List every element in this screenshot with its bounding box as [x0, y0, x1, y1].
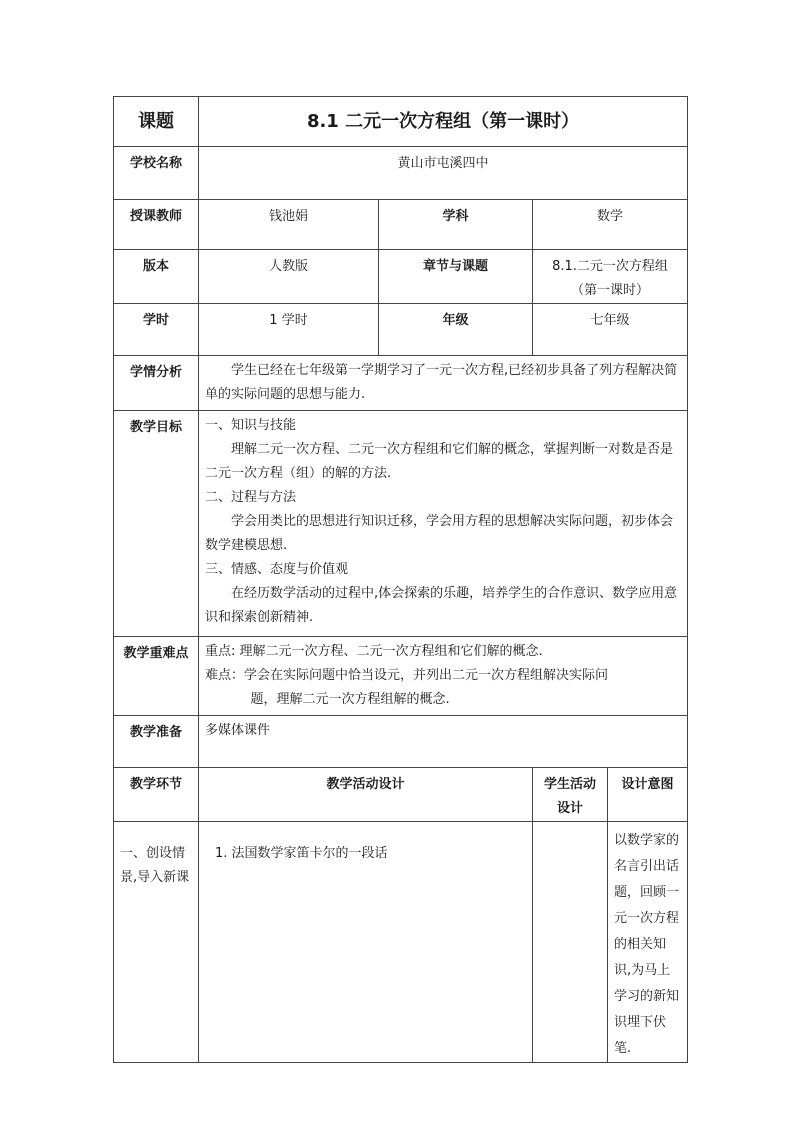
goal-heading-knowledge: 一、知识与技能	[205, 418, 297, 433]
header-stage: 教学环节	[114, 768, 199, 822]
title-label: 课题	[114, 97, 199, 147]
row-analysis	[114, 356, 688, 411]
keypoints-difficulty-continued: 题，理解二元一次方程组解的概念.	[250, 692, 450, 707]
row-activity-header	[114, 768, 688, 822]
period-value: 1 学时	[199, 304, 379, 356]
keypoints-focus: 重点: 理解二元一次方程、二元一次方程组和它们解的概念.	[205, 644, 543, 659]
subject-label: 学科	[379, 200, 533, 250]
chapter-value-line1: 8.1.二元一次方程组	[552, 259, 668, 274]
chapter-label: 章节与课题	[379, 250, 533, 304]
goal-text-process: 学会用类比的思想进行知识迁移，学会用方程的思想解决实际问题，初步体会数学建模思想.	[205, 514, 674, 553]
subject-value: 数学	[533, 200, 688, 250]
keypoints-difficulty: 难点：学会在实际问题中恰当设元，并列出二元一次方程组解决实际问	[205, 668, 609, 683]
analysis-text: 学生已经在七年级第一学期学习了一元一次方程,已经初步具备了列方程解决简单的实际问题的思想与能力.	[205, 363, 678, 402]
keypoints-cell	[199, 637, 688, 716]
row-stage-1	[114, 822, 688, 1063]
row-school	[114, 147, 688, 200]
goals-cell	[199, 411, 688, 637]
header-student: 学生活动设计	[533, 768, 608, 822]
row-keypoints	[114, 637, 688, 716]
chapter-value-line2: （第一课时）	[571, 283, 650, 298]
edition-value: 人教版	[199, 250, 379, 304]
stage-1-student	[533, 822, 608, 1063]
row-edition	[114, 250, 688, 304]
school-label: 学校名称	[114, 147, 199, 200]
title-value: 8.1 二元一次方程组（第一课时）	[199, 97, 688, 147]
stage-1-activity: 1. 法国数学家笛卡尔的一段话	[199, 822, 533, 1063]
row-title	[114, 97, 688, 147]
school-value: 黄山市屯溪四中	[199, 147, 688, 200]
goal-text-knowledge: 理解二元一次方程、二元一次方程组和它们解的概念，掌握判断一对数是否是二元一次方程（组）的解的方法.	[205, 442, 674, 481]
row-prep	[114, 716, 688, 768]
stage-1-intent: 以数学家的名言引出话题，回顾一元一次方程的相关知识,为马上学习的新知识埋下伏笔.	[608, 822, 688, 1063]
period-label: 学时	[114, 304, 199, 356]
row-goals	[114, 411, 688, 637]
header-activity: 教学活动设计	[199, 768, 533, 822]
goals-label: 教学目标	[114, 411, 199, 637]
prep-label: 教学准备	[114, 716, 199, 768]
teacher-value: 钱池娟	[199, 200, 379, 250]
stage-1-name: 一、创设情景,导入新课	[114, 822, 199, 1063]
analysis-label: 学情分析	[114, 356, 199, 411]
keypoints-label: 教学重难点	[114, 637, 199, 716]
goal-text-attitude: 在经历数学活动的过程中,体会探索的乐趣，培养学生的合作意识、数学应用意识和探索创新精神.	[205, 586, 678, 625]
goal-heading-process: 二、过程与方法	[205, 490, 297, 505]
teacher-label: 授课教师	[114, 200, 199, 250]
grade-label: 年级	[379, 304, 533, 356]
prep-value: 多媒体课件	[199, 716, 688, 768]
lesson-plan-table	[113, 96, 688, 1063]
row-teacher	[114, 200, 688, 250]
grade-value: 七年级	[533, 304, 688, 356]
row-period	[114, 304, 688, 356]
analysis-cell	[199, 356, 688, 411]
chapter-value	[533, 250, 688, 304]
goal-heading-attitude: 三、情感、态度与价值观	[205, 562, 349, 577]
edition-label: 版本	[114, 250, 199, 304]
header-intent: 设计意图	[608, 768, 688, 822]
